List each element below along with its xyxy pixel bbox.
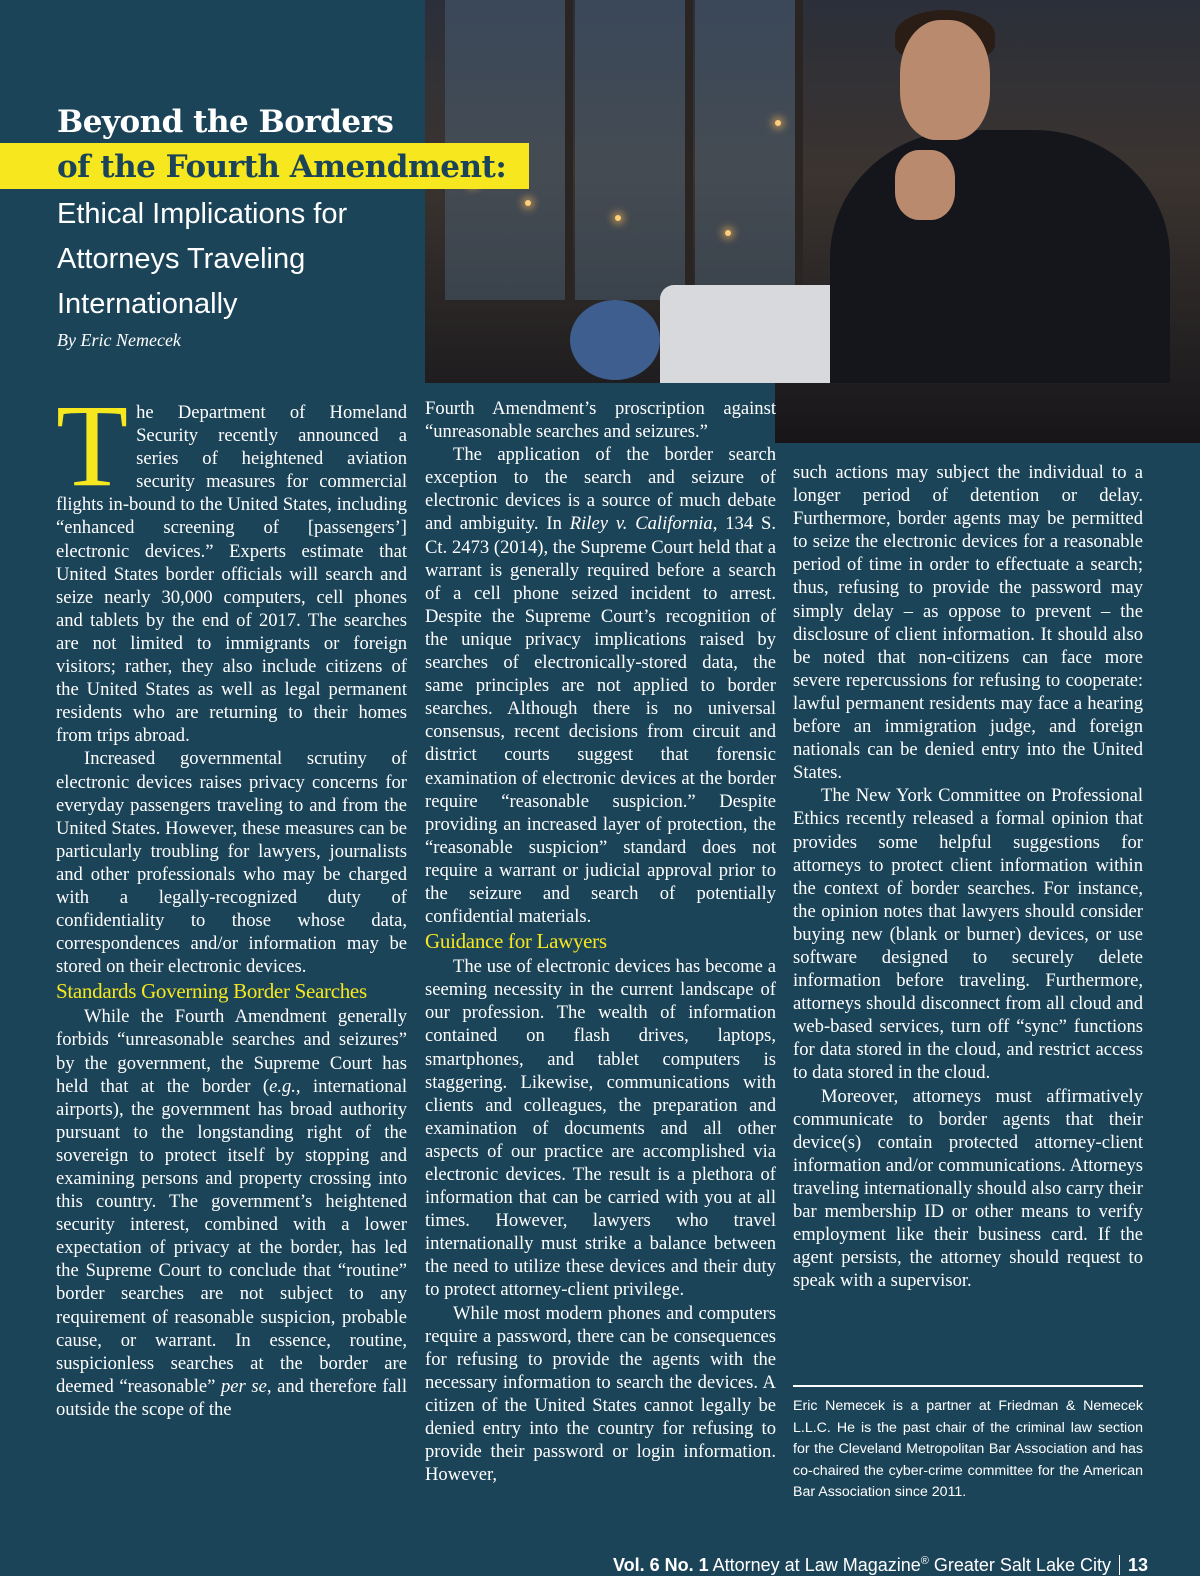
column-2 (425, 397, 776, 1486)
paragraph: The application of the border search exception to the search and seizure of electronic devices is a source of much debate and ambiguity. In Riley v. California, 134 S. Ct. 2473 (2014), the Supreme Court held that a warrant is generally required before a search of a cell phone seized incident to arrest. Despite the Supreme Court’s recognition of the unique privacy implications raised by searches of electronically-stored data, the same principles are not applied to border searches. Although there is no universal consensus, recent decisions from circuit and district courts suggest that forensic examination of electronic devices at the border require “reasonable suspicion.” Despite providing an increased layer of protection, the “reasonable suspicion” standard does not require a warrant or judicial approval prior to the seizure and search of potentially confidential materials. (425, 444, 776, 928)
title-line-2: of the Fourth Amendment: (57, 149, 507, 185)
issue-label: Vol. 6 No. 1 (612, 1555, 709, 1575)
paragraph: While the Fourth Amendment generally forbids “unreasonable searches and seizures” by the government, the Supreme Court has held that at the border (e.g., international airports), the government has broad authority pursuant to the longstanding right of the sovereign to protect itself by stopping and examining persons and property crossing into this country. The government’s heightened security interest, combined with a lower expectation of privacy at the border, has led the Supreme Court to conclude that “routine” border searches are not subject to any requirement of reasonable suspicion, probable cause, or warrant. In essence, routine, suspicionless searches at the border are deemed “reasonable” per se, and therefore fall outside the scope of the (56, 1006, 407, 1420)
magazine-name: Attorney at Law Magazine (712, 1555, 921, 1575)
paragraph: such actions may subject the individual to a longer period of detention or delay. Furthermore, border agents may be permitted to seize the electronic devices for a reasonable period of time in order to effectuate a search; thus, refusing to provide the password may simply delay – as oppose to prevent – the disclosure of client information. It should also be noted that non-citizens can face more severe repercussions for refusing to cooperate: lawful permanent residents may face a hearing before an immigration judge, and foreign nationals can be denied entry into the United States. (793, 462, 1143, 784)
paragraph: Increased governmental scrutiny of electronic devices raises privacy concerns for everyday passengers traveling to and from the United States. However, these measures can be particularly troubling for lawyers, journalists and other professionals who may be charged with a legally-recognized duty of confidentiality to those whose data, correspondences and/or information may be stored on their electronic devices. (56, 748, 407, 978)
section-heading: Guidance for Lawyers (425, 929, 607, 954)
author-bio: Eric Nemecek is a partner at Friedman & Nemecek L.L.C. He is the past chair of the criminal law section for the Cleveland Metropolitan Bar Association and has co-chaired the cyber-crime committee for the American Bar Association since 2011. (793, 1398, 1143, 1500)
page-number: 13 (1127, 1555, 1148, 1575)
drop-cap: T (56, 380, 129, 511)
paragraph: The Department of Homeland Security recently announced a series of heightened aviation security measures for commercial flights in-bound to the United States, including “enhanced screening of [passengers’] electronic devices.” Experts estimate that United States border officials will search and seize nearly 30,000 computers, cell phones and tablets by the end of 2017. The searches are not limited to immigrants or foreign visitors; rather, they also include citizens of the United States as well as legal permanent residents who are returning to their homes from trips abroad. (56, 380, 407, 747)
bio-divider (793, 1385, 1143, 1387)
paragraph: While most modern phones and computers require a password, there can be consequences for refusing to provide the agents with the necessary information to search the devices. A citizen of the United States cannot legally be denied entry into the country for refusing to provide their password or login information. However, (425, 1302, 776, 1486)
subtitle: Ethical Implications for Attorneys Traveling Internationally (57, 198, 348, 320)
section-heading: Standards Governing Border Searches (56, 979, 367, 1004)
registered-mark: ® (920, 1555, 929, 1567)
title-block (57, 100, 393, 144)
paragraph: Fourth Amendment’s proscription against “unreasonable searches and seizures.” (425, 398, 776, 443)
hero-photo-extension (775, 383, 1200, 443)
column-1 (56, 380, 407, 1421)
byline: By Eric Nemecek (57, 330, 181, 350)
paragraph: Moreover, attorneys must affirmatively communicate to border agents that their device(s) contain protected attorney-client information and/or communications. Attorneys traveling internationally should also carry their bar membership ID or other means to verify employment like their business card. If the agent persists, the attorney should request to speak with a supervisor. (793, 1085, 1143, 1292)
page-footer (613, 1555, 1148, 1576)
paragraph: The use of electronic devices has become a seeming necessity in the current landscape of our profession. The wealth of information contained on flash drives, laptops, smartphones, and tablet computers is staggering. Likewise, communications with clients and colleagues, the preparation and examination of documents and all other aspects of our practice are accomplished via electronic devices. The result is a plethora of information that can be carried with you at all times. However, lawyers who travel internationally must strike a balance between the need to utilize these devices and their duty to protect attorney-client privilege. (425, 956, 776, 1301)
title-line-1: Beyond the Borders (57, 104, 394, 140)
paragraph: The New York Committee on Professional Ethics recently released a formal opinion that provides some helpful suggestions for attorneys to protect client information within the context of border searches. For instance, the opinion notes that lawyers should consider buying new (blank or burner) devices, or use software designed to securely delete information before traveling. Furthermore, attorneys should disconnect from all cloud and web-based services, turn off “sync” functions for data stored in the cloud, and restrict access to data stored in the cloud. (793, 785, 1143, 1084)
column-3 (793, 461, 1143, 1292)
edition-name: Greater Salt Lake City (933, 1555, 1111, 1575)
footer-divider (1119, 1555, 1120, 1575)
hero-photo (425, 0, 1200, 383)
